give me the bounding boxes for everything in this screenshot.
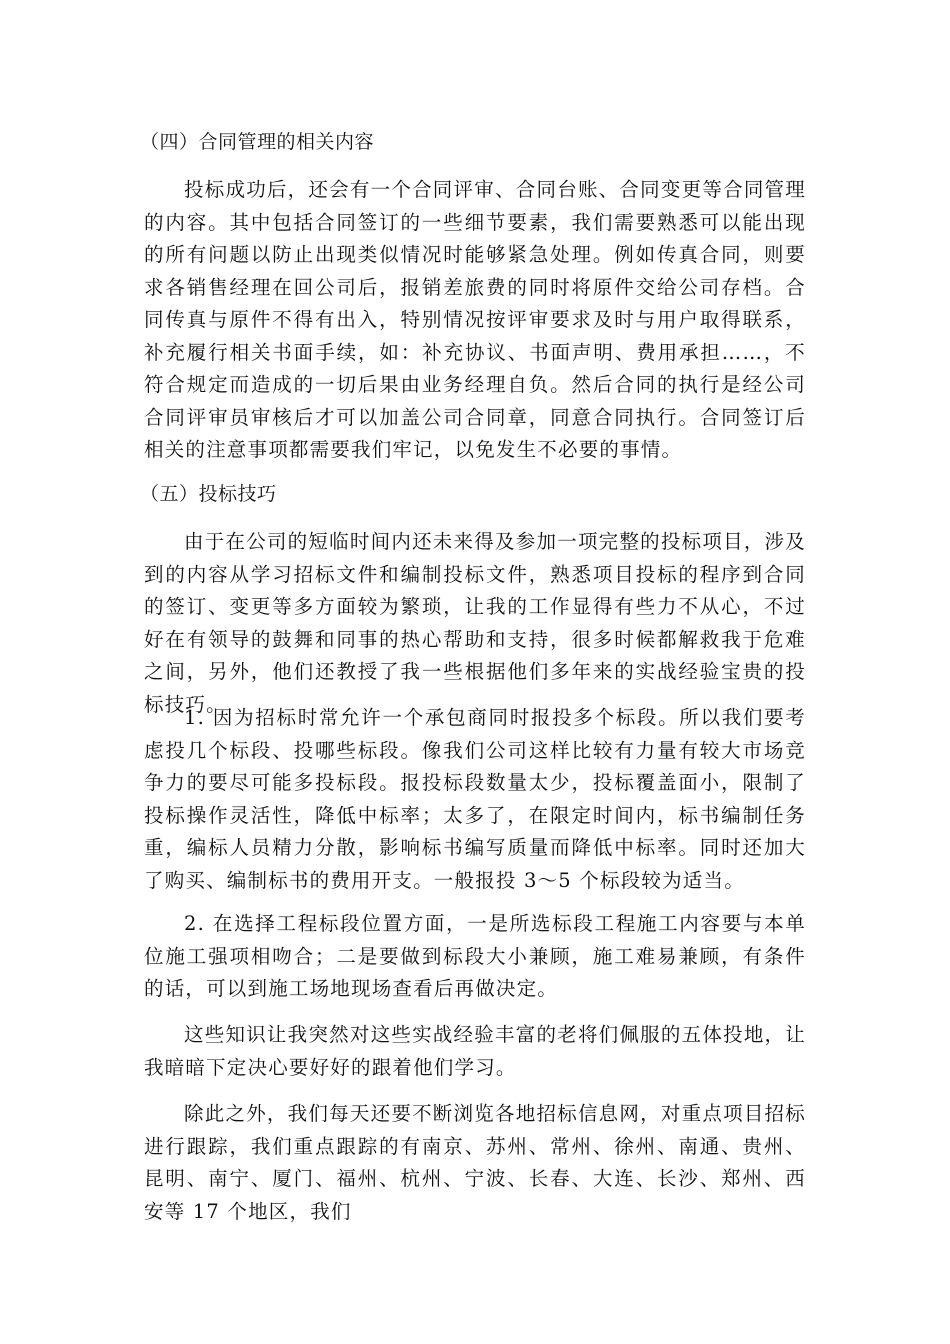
section-heading-4: （四）合同管理的相关内容: [140, 131, 375, 153]
paragraph-tip-2: 2. 在选择工程标段位置方面，一是所选标段工程施工内容要与本单位施工强项相吻合；二是要做到标段大小兼顾，施工难易兼顾，有条件的话，可以到施工场地现场查看后再做决定。: [144, 912, 806, 1000]
paragraph-tip-1: 1. 因为招标时常允许一个承包商同时报投多个标段。所以我们要考虑投几个标段、投哪些标段。像我们公司这样比较有力量有较大市场竞争力的要尽可能多投标段。报投标段数量太少，投标覆盖面小，限制了投标操作灵活性，降低中标率；太多了，在限定时间内，标书编制任务重，编标人员精力分散，影响标书编写质量而降低中标率。同时还加大了购买、编制标书的费用开支。一般报投 3～5 个标段较为适当。: [144, 706, 806, 892]
paragraph-tracking: 除此之外，我们每天还要不断浏览各地招标信息网，对重点项目招标进行跟踪，我们重点跟踪的有南京、苏州、常州、徐州、南通、贵州、昆明、南宁、厦门、福州、杭州、宁波、长春、大连、长沙、郑州、西安等 17 个地区，我们: [144, 1102, 806, 1223]
paragraph-contract-management: 投标成功后，还会有一个合同评审、合同台账、合同变更等合同管理的内容。其中包括合同签订的一些细节要素，我们需要熟悉可以能出现的所有问题以防止出现类似情况时能够紧急处理。例如传真合同，则要求各销售经理在回公司后，报销差旅费的同时将原件交给公司存档。合同传真与原件不得有出入，特别情况按评审要求及时与用户取得联系，补充履行相关书面手续，如：补充协议、书面声明、费用承担……，不符合规定而造成的一切后果由业务经理自负。然后合同的执行是经公司合同评审员审核后才可以加盖公司合同章，同意合同执行。合同签订后相关的注意事项都需要我们牢记，以免发生不必要的事情。: [144, 178, 806, 461]
paragraph-bidding-intro: 由于在公司的短临时间内还未来得及参加一项完整的投标项目，涉及到的内容从学习招标文件和编制投标文件，熟悉项目投标的程序到合同的签订、变更等多方面较为繁琐，让我的工作显得有些力不从心，不过好在有领导的鼓舞和同事的热心帮助和支持，很多时候都解救我于危难之间，另外，他们还教授了我一些根据他们多年来的实战经验宝贵的投标技巧。: [144, 530, 806, 716]
section-heading-5: （五）投标技巧: [140, 483, 277, 505]
paragraph-admiration: 这些知识让我突然对这些实战经验丰富的老将们佩服的五体投地，让我暗暗下定决心要好好的跟着他们学习。: [144, 1023, 806, 1079]
